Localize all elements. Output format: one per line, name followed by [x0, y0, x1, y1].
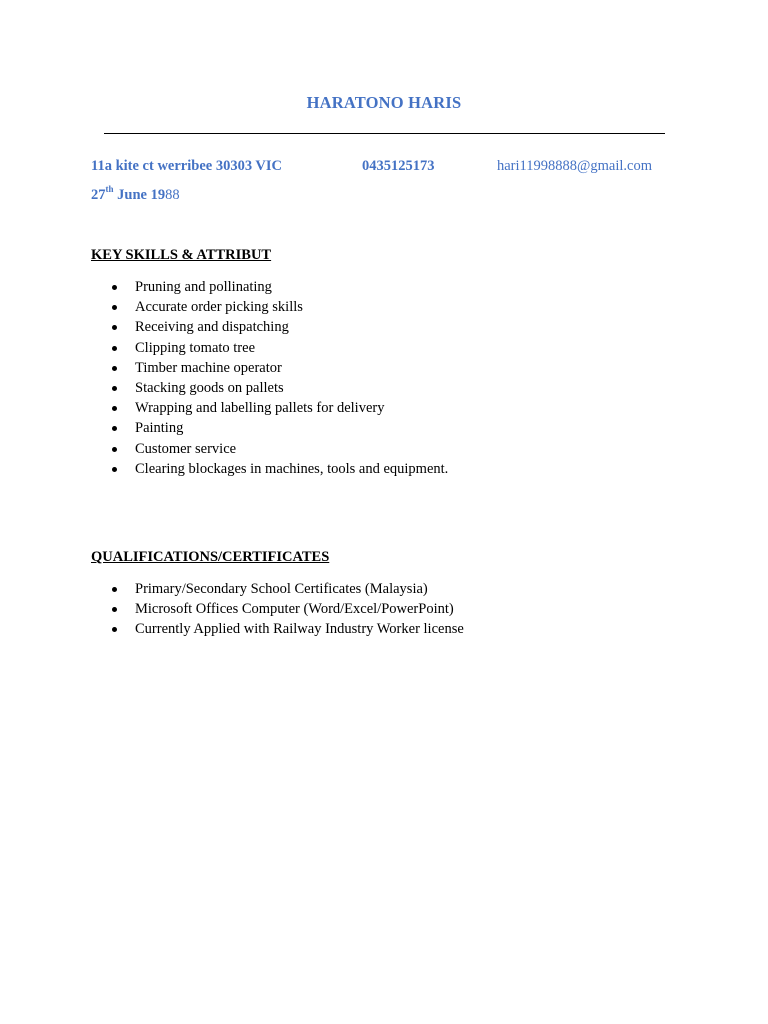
- list-item: [112, 297, 448, 317]
- bullet-icon: [112, 305, 117, 310]
- dob-suffix: th: [105, 184, 114, 195]
- dob-month-year: June 19: [113, 187, 166, 203]
- date-of-birth: [91, 184, 180, 204]
- skill-text: Clearing blockages in machines, tools and equipment.: [135, 460, 449, 477]
- qualification-text: Currently Applied with Railway Industry Worker license: [135, 621, 464, 638]
- list-item: [112, 619, 464, 639]
- qualifications-list: [112, 579, 464, 640]
- skills-list: [112, 277, 448, 479]
- header-divider: [104, 133, 665, 134]
- list-item: [112, 579, 464, 599]
- skill-text: Painting: [135, 420, 184, 437]
- qualification-text: Microsoft Offices Computer (Word/Excel/PowerPoint): [135, 601, 454, 618]
- list-item: [112, 277, 448, 297]
- list-item: [112, 378, 448, 398]
- skill-text: Pruning and pollinating: [135, 279, 272, 295]
- bullet-icon: [112, 406, 117, 411]
- bullet-icon: [112, 426, 117, 431]
- skill-text: Accurate order picking skills: [135, 299, 303, 316]
- bullet-icon: [112, 325, 117, 330]
- bullet-icon: [112, 285, 117, 290]
- bullet-icon: [112, 366, 117, 371]
- bullet-icon: [112, 587, 117, 592]
- list-item: [112, 358, 448, 378]
- list-item: [112, 459, 448, 479]
- skill-text: Stacking goods on pallets: [135, 379, 284, 396]
- applicant-name: HARATONO HARIS: [306, 93, 462, 112]
- list-item: [112, 338, 448, 358]
- list-item: [112, 398, 448, 418]
- skills-heading: KEY SKILLS & ATTRIBUT: [91, 247, 272, 263]
- skill-text: Customer service: [135, 440, 237, 457]
- list-item: [112, 317, 448, 337]
- dob-year-tail: 88: [165, 187, 180, 203]
- bullet-icon: [112, 467, 117, 472]
- dob-day: 27: [91, 187, 106, 203]
- list-item: [112, 439, 448, 459]
- bullet-icon: [112, 346, 117, 351]
- skill-text: Clipping tomato tree: [135, 339, 256, 356]
- skill-text: Receiving and dispatching: [135, 319, 289, 336]
- qualifications-heading: QUALIFICATIONS/CERTIFICATES: [91, 549, 330, 565]
- skill-text: Timber machine operator: [135, 359, 282, 376]
- bullet-icon: [112, 386, 117, 391]
- skill-text: Wrapping and labelling pallets for delivery: [135, 400, 385, 417]
- bullet-icon: [112, 607, 117, 612]
- qualification-text: Primary/Secondary School Certificates (Malaysia): [135, 581, 428, 597]
- email-link[interactable]: hari11998888@gmail.com: [497, 158, 652, 174]
- address: 11a kite ct werribee 30303 VIC: [91, 158, 283, 174]
- bullet-icon: [112, 447, 117, 452]
- list-item: [112, 418, 448, 438]
- phone-number: 0435125173: [362, 158, 435, 174]
- list-item: [112, 599, 464, 619]
- bullet-icon: [112, 627, 117, 632]
